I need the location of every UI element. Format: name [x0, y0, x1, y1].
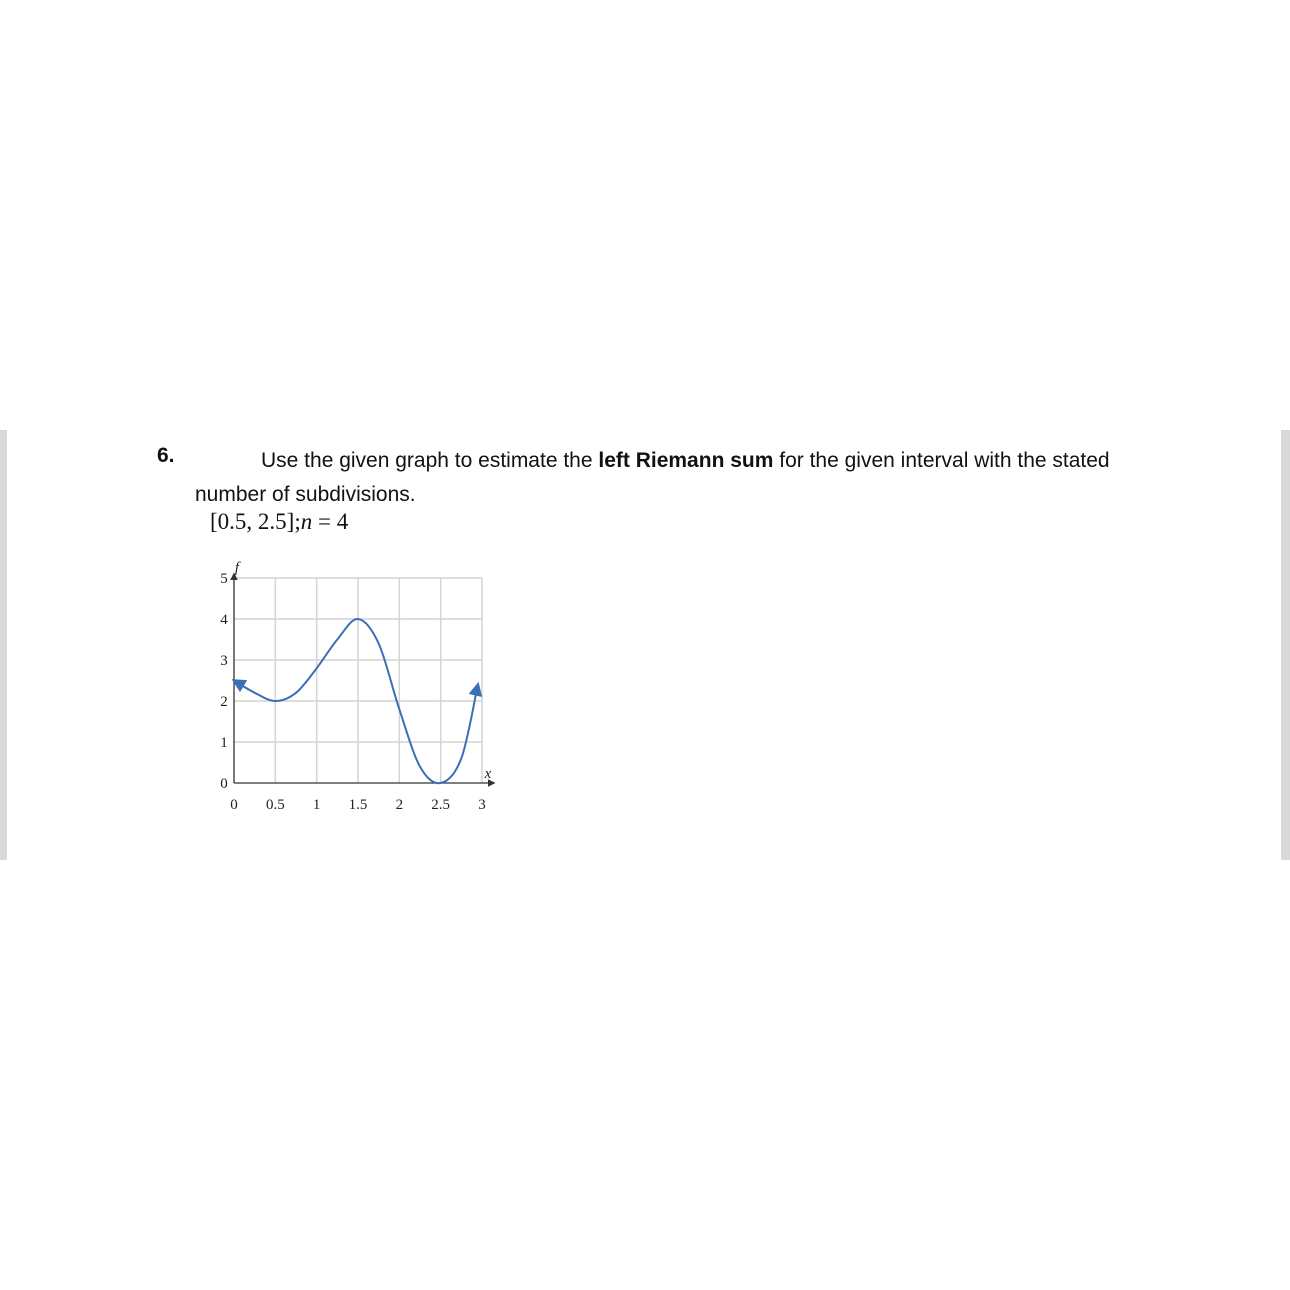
interval-expression — [210, 509, 348, 535]
question-text — [195, 444, 1155, 512]
page-left-border — [0, 430, 7, 860]
x-axis-label: x — [484, 766, 492, 782]
y-tick-label: 4 — [220, 612, 228, 628]
question-number: 6. — [157, 444, 175, 467]
question-text-start: Use the given graph to estimate the — [261, 449, 599, 472]
n-variable: n — [300, 509, 313, 534]
question-text-bold: left Riemann sum — [598, 449, 774, 472]
interval-separator: ; — [294, 509, 301, 534]
y-axis-label: f — [234, 560, 240, 576]
x-tick-label: 3 — [478, 797, 486, 813]
interval-value: [0.5, 2.5] — [210, 509, 295, 534]
page-right-border — [1281, 430, 1290, 860]
chart-axes — [234, 574, 494, 783]
n-equals-value: = 4 — [312, 509, 349, 534]
function-graph — [205, 556, 515, 818]
x-tick-label: 0 — [230, 797, 238, 813]
question-text-end: for the given interval with the stated number of subdivisions. — [195, 449, 1110, 506]
x-tick-label: 1.5 — [348, 797, 368, 813]
chart-tick-labels — [220, 560, 491, 813]
y-tick-label: 0 — [220, 776, 228, 792]
chart-grid — [234, 578, 482, 783]
y-tick-label: 1 — [220, 735, 228, 751]
y-tick-label: 5 — [220, 571, 228, 587]
x-tick-label: 2 — [395, 797, 404, 813]
x-tick-label: 2.5 — [431, 797, 451, 813]
x-tick-label: 1 — [312, 797, 321, 813]
y-tick-label: 2 — [220, 694, 228, 710]
x-tick-label: 0.5 — [265, 797, 285, 813]
y-tick-label: 3 — [220, 653, 228, 669]
